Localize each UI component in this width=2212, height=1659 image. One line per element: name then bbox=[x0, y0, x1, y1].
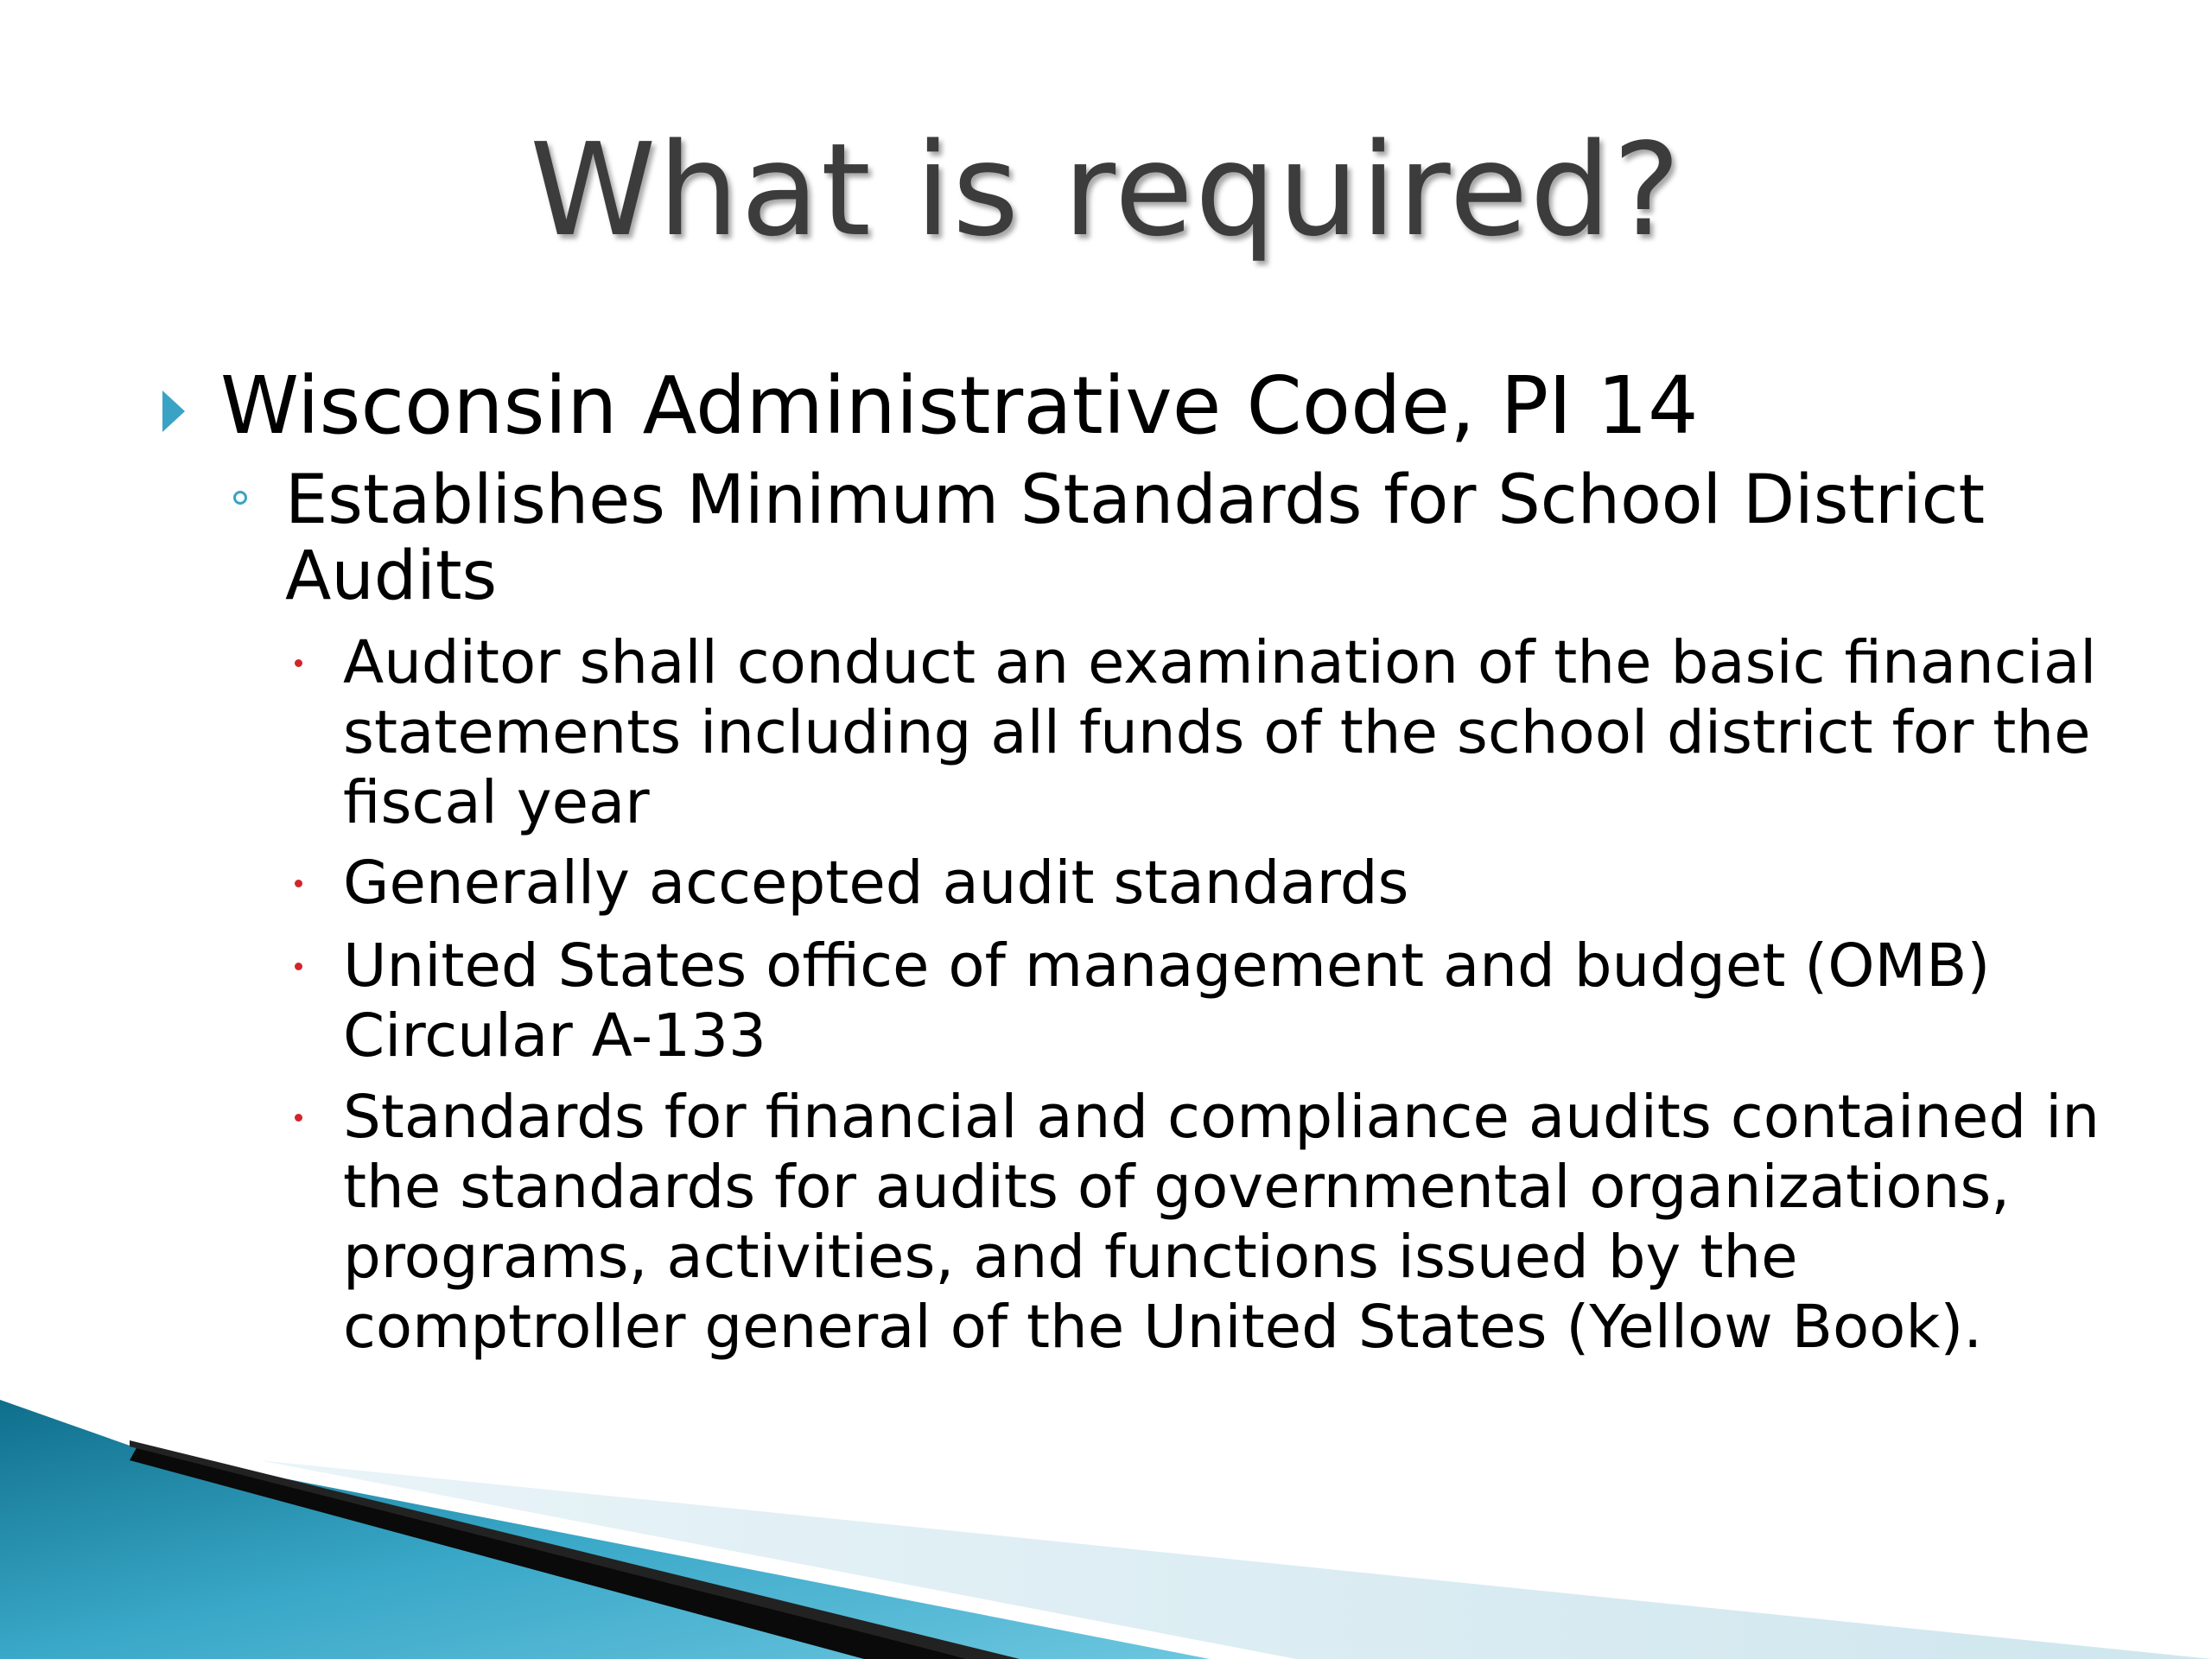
red-dot-icon bbox=[295, 963, 302, 970]
red-dot-icon bbox=[295, 880, 302, 887]
hollow-circle-icon bbox=[233, 491, 247, 505]
slide-title: What is required? bbox=[530, 116, 1682, 264]
level2-item: Establishes Minimum Standards for School District Audits bbox=[285, 461, 1986, 615]
level3-item: United States office of management and budget (OMB) Circular A-133 bbox=[343, 931, 1991, 1071]
red-dot-icon bbox=[295, 659, 302, 667]
level1-item: Wisconsin Administrative Code, PI 14 bbox=[220, 359, 1699, 452]
red-dot-icon bbox=[295, 1114, 302, 1122]
level3-item: Generally accepted audit standards bbox=[343, 849, 1409, 918]
triangle-right-icon bbox=[162, 391, 185, 432]
level3-item: Standards for financial and compliance audits contained in the standards for audits of governmental organizations, programs, activities, and functions issued by the comptroller general of the United States (Yellow Book). bbox=[343, 1083, 2101, 1362]
level3-item: Auditor shall conduct an examination of the basic financial statements including all funds of the school district for the fiscal year bbox=[343, 628, 2097, 837]
